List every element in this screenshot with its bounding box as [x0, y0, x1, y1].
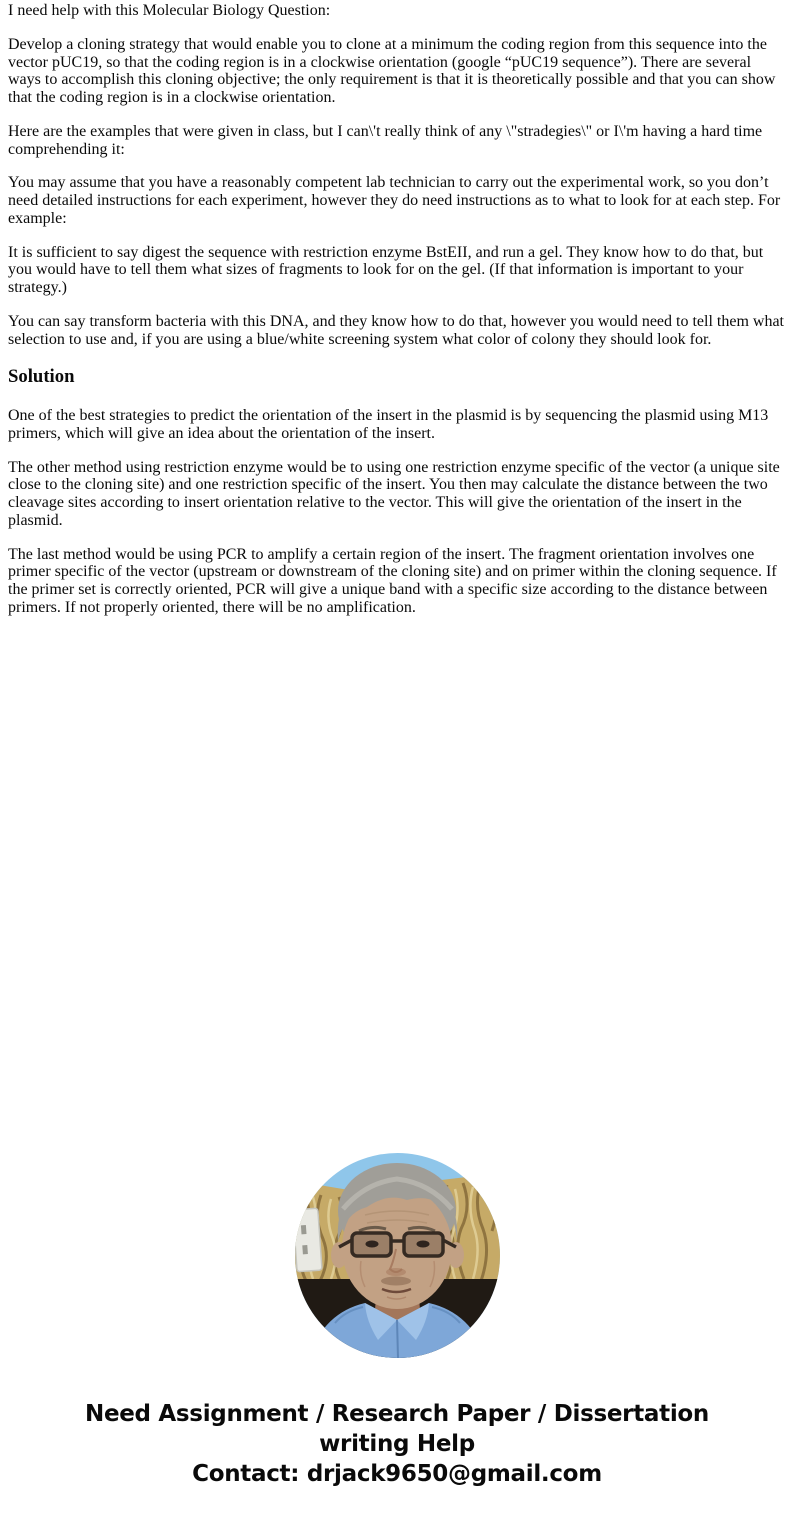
- solution-sequencing-paragraph: One of the best strategies to predict the orientation of the insert in the plasmid is by sequencing the plasmid using M13 primers, which will give an idea about the orientation of the insert.: [8, 407, 769, 442]
- promo-line-2: writing Help: [319, 1431, 475, 1457]
- solution-heading: Solution: [8, 366, 75, 388]
- solution-restriction-paragraph: The other method using restriction enzyme would be to using one restriction enzyme specific of the vector (a unique site close to the cloning site) and one restriction specific of the insert. You then may calculate the distance between the two cleavage sites according to insert orientation relative to the vector. This will give the orientation of the insert in the plasmid.: [8, 458, 780, 529]
- question-examples-paragraph: Here are the examples that were given in class, but I can\'t really think of any \"stradegies\" or I\'m having a hard time comprehending it:: [8, 122, 763, 158]
- question-task-paragraph: Develop a cloning strategy that would enable you to clone at a minimum the coding region from this sequence into the vector pUC19, so that the coding region is in a clockwise orientation (google “pUC19 sequence”). There are several ways to accomplish this cloning objective; the only requirement is that it is theoretically possible and that you can show that the coding region is in a clockwise orientation.: [8, 35, 776, 106]
- question-intro-paragraph: I need help with this Molecular Biology Question:: [8, 2, 331, 19]
- contact-email-line: Contact: drjack9650@gmail.com: [192, 1461, 602, 1487]
- portrait-photo: [295, 1153, 500, 1358]
- question-document: [0, 0, 794, 617]
- question-assumption-paragraph: You may assume that you have a reasonably competent lab technician to carry out the experimental work, so you don’t need detailed instructions for each experiment, however they do need instructions as to what to look for at each step. For example:: [8, 174, 781, 227]
- question-gel-paragraph: It is sufficient to say digest the sequence with restriction enzyme BstEII, and run a gel. They know how to do that, but you would have to tell them what sizes of fragments to look for on the gel. (If that information is important to your strategy.): [8, 243, 764, 296]
- promo-line-1: Need Assignment / Research Paper / Dissertation: [85, 1401, 709, 1427]
- portrait-illustration: [295, 1153, 500, 1358]
- question-transform-paragraph: You can say transform bacteria with this DNA, and they know how to do that, however you would need to tell them what selection to use and, if you are using a blue/white screening system what color of colony they should look for.: [8, 312, 784, 348]
- solution-pcr-paragraph: The last method would be using PCR to amplify a certain region of the insert. The fragment orientation involves one primer specific of the vector (upstream or downstream of the cloning site) and on primer within the cloning sequence. If the primer set is correctly oriented, PCR will give a unique band with a specific size according to the distance between primers. If not properly oriented, there will be no amplification.: [8, 545, 777, 616]
- promo-footer: [0, 1399, 794, 1489]
